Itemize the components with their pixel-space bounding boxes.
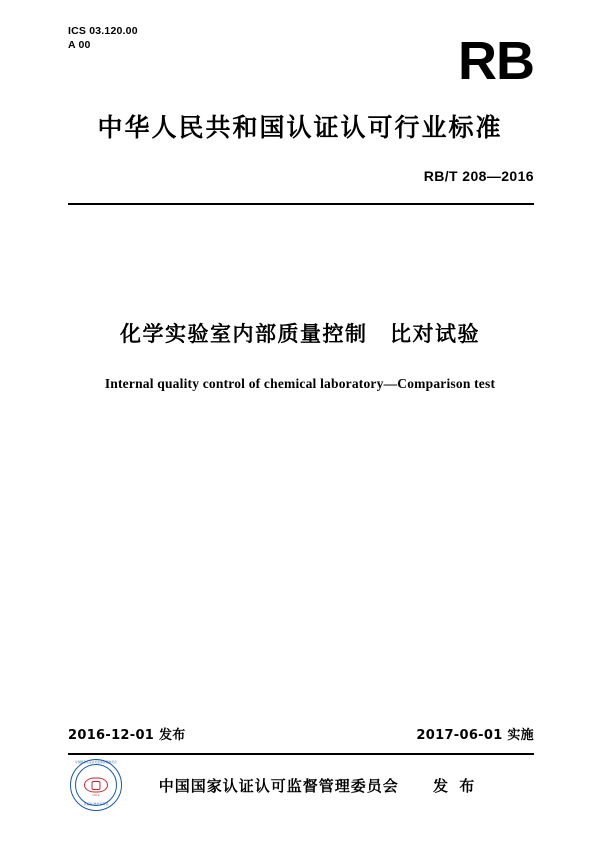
ics-code: ICS 03.120.00 xyxy=(68,25,138,37)
standard-number: RB/T 208—2016 xyxy=(423,168,534,184)
seal-emblem-icon xyxy=(84,778,108,793)
seal-bottom-text: 认证标 准化专用章 xyxy=(83,802,109,806)
seal-top-text: 中国国家认证认可监督管理委员会 xyxy=(75,761,117,764)
seal-middle-text: CNCA xyxy=(92,794,100,798)
implementation-date: 2017-06-01 实施 xyxy=(416,728,534,743)
footer-divider xyxy=(68,753,534,755)
date-row xyxy=(68,724,534,743)
publisher-name: 中国国家认证认可监督管理委员会 xyxy=(158,776,399,795)
document-title-chinese: 化学实验室内部质量控制 比对试验 xyxy=(120,322,480,346)
standard-series-title: 中华人民共和国认证认可行业标准 xyxy=(97,113,503,142)
footer xyxy=(68,761,534,809)
official-seal-icon xyxy=(70,759,122,811)
classification-code: A 00 xyxy=(68,39,91,52)
document-title-english: Internal quality control of chemical laboratory—Comparison test xyxy=(104,376,496,391)
issue-date: 2016-12-01 发布 xyxy=(68,728,186,743)
header-divider xyxy=(68,203,534,205)
ics-block xyxy=(68,24,138,52)
rb-logo: RB xyxy=(458,31,534,91)
issue-word: 发 布 xyxy=(433,776,478,795)
publisher-line xyxy=(122,775,534,796)
